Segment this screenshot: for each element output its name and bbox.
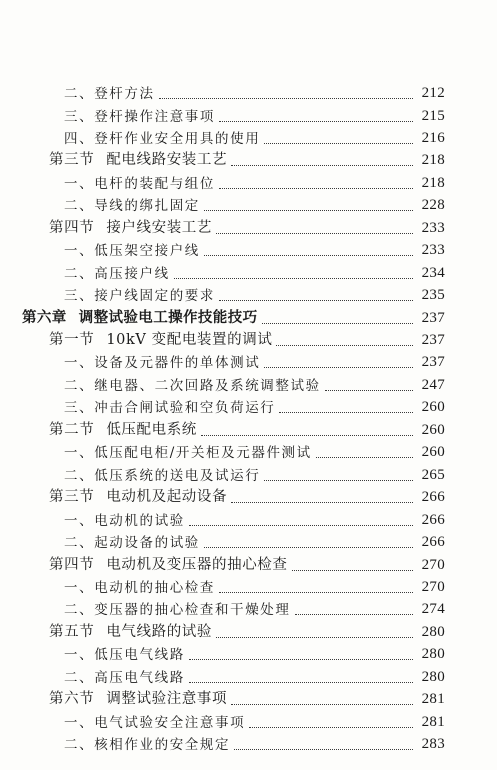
- dot-leader: [189, 525, 413, 526]
- toc-entry-label: [64, 262, 170, 282]
- toc-page-number: 237: [421, 309, 445, 326]
- toc-entry-item: [0, 83, 497, 105]
- toc-entry-label: [64, 105, 215, 125]
- toc-entry-title: 电动机及变压器的抽心检查: [106, 556, 288, 573]
- dot-leader: [231, 165, 413, 166]
- toc-entry-item: [0, 734, 497, 756]
- toc-entry-label: [49, 148, 227, 169]
- dot-leader: [234, 749, 413, 750]
- toc-entry-label: [49, 687, 227, 708]
- toc-entry-section: [0, 420, 497, 442]
- toc-entry-title: 一、电气试验安全注意事项: [64, 714, 246, 731]
- toc-page-number: 247: [421, 376, 445, 393]
- toc-entry-title: 一、低压配电柜/开关柜及元器件测试: [64, 445, 312, 462]
- toc-page-number: 280: [421, 623, 445, 640]
- toc-entry-item: [0, 352, 497, 374]
- dot-leader: [316, 457, 413, 458]
- toc-entry-title: 三、登杆操作注意事项: [64, 108, 215, 125]
- toc-entry-section: [0, 150, 497, 172]
- toc-entry-section: [0, 218, 497, 240]
- toc-entry-section: [0, 555, 497, 577]
- toc-entry-label: [49, 485, 227, 506]
- toc-entry-label: [64, 284, 215, 304]
- toc-page-number: 266: [421, 489, 445, 506]
- toc-entry-label: [22, 306, 258, 327]
- toc-entry-label: [64, 666, 185, 686]
- dot-leader: [292, 570, 413, 571]
- toc-entry-item: [0, 442, 497, 464]
- toc-page-number: 265: [421, 466, 445, 483]
- dot-leader: [262, 323, 413, 324]
- toc-entry-item: [0, 397, 497, 419]
- toc-page-number: 234: [421, 264, 445, 281]
- toc-entry-item: [0, 128, 497, 150]
- section-number: 第六节: [49, 691, 95, 708]
- section-number: 第二节: [49, 421, 95, 438]
- toc-entry-label: [64, 396, 275, 416]
- toc-entry-label: [64, 509, 185, 529]
- toc-entry-title: 二、变压器的抽心检查和干燥处理: [64, 602, 291, 619]
- toc-entry-label: [64, 464, 260, 484]
- toc-entry-label: [64, 598, 291, 618]
- toc-page-number: 237: [421, 331, 445, 348]
- toc-entry-label: [64, 711, 245, 731]
- toc-entry-section: [0, 330, 497, 352]
- toc-entry-item: [0, 532, 497, 554]
- toc-entry-title: 二、高压接户线: [64, 265, 170, 282]
- toc-page-number: 237: [421, 354, 445, 371]
- toc-entry-title: 一、电动机的抽心检查: [64, 579, 215, 596]
- toc-entry-item: [0, 240, 497, 262]
- toc-entry-title: 接户线安装工艺: [106, 219, 213, 236]
- toc-entry-item: [0, 375, 497, 397]
- toc-entry-title: 电动机及起动设备: [106, 489, 228, 506]
- toc-page-number: 233: [421, 219, 445, 236]
- toc-entry-item: [0, 667, 497, 689]
- toc-entry-label: [64, 576, 215, 596]
- toc-entry-chapter: [0, 308, 497, 330]
- toc-entry-label: [64, 82, 155, 102]
- toc-entry-label: [64, 733, 230, 753]
- toc-entry-title: 电气线路的试验: [106, 623, 213, 640]
- section-number: 第五节: [49, 623, 95, 640]
- dot-leader: [216, 233, 413, 234]
- toc-entry-label: [64, 239, 200, 259]
- dot-leader: [174, 278, 413, 279]
- toc-entry-label: [49, 418, 197, 439]
- dot-leader: [264, 143, 413, 144]
- toc-page-number: 228: [421, 197, 445, 214]
- toc-entry-item: [0, 195, 497, 217]
- toc-entry-item: [0, 106, 497, 128]
- toc-entry-label: [64, 127, 260, 147]
- toc-page-number: 260: [421, 444, 445, 461]
- toc-entry-label: [49, 328, 272, 349]
- toc-entry-label: [64, 643, 185, 663]
- toc-entry-title: 10kV 变配电装置的调试: [106, 331, 273, 348]
- section-number: 第三节: [49, 152, 95, 169]
- toc-entry-label: [64, 441, 312, 461]
- dot-leader: [159, 98, 413, 99]
- toc-entry-title: 二、继电器、二次回路及系统调整试验: [64, 377, 321, 394]
- section-number: 第四节: [49, 219, 95, 236]
- toc-entry-title: 四、登杆作业安全用具的使用: [64, 130, 261, 147]
- toc-page-number: 216: [421, 129, 445, 146]
- toc-entry-item: [0, 285, 497, 307]
- toc-entry-item: [0, 712, 497, 734]
- chapter-number: 第六章: [22, 308, 67, 326]
- dot-leader: [279, 412, 413, 413]
- toc-page-number: 266: [421, 534, 445, 550]
- dot-leader: [189, 682, 413, 683]
- dot-leader: [231, 704, 413, 705]
- dot-leader: [249, 727, 413, 728]
- toc-page-number: 218: [421, 174, 445, 191]
- toc-entry-item: [0, 577, 497, 599]
- toc-page-number: 270: [421, 556, 445, 573]
- toc-entry-label: [64, 531, 200, 551]
- dot-leader: [204, 547, 413, 548]
- toc-entry-section: [0, 622, 497, 644]
- toc-entry-title: 一、设备及元器件的单体测试: [64, 355, 261, 372]
- toc-page-number: 212: [421, 85, 445, 101]
- dot-leader: [189, 659, 413, 660]
- toc-entry-title: 低压配电系统: [106, 421, 197, 438]
- toc-entry-title: 配电线路安装工艺: [106, 152, 228, 169]
- toc-page-number: 266: [421, 511, 445, 528]
- toc-page-number: 235: [421, 287, 445, 303]
- section-number: 第一节: [49, 331, 95, 348]
- toc-page-number: 281: [421, 713, 445, 730]
- toc-page-number: 215: [421, 107, 445, 124]
- toc-entry-title: 二、登杆方法: [64, 86, 155, 102]
- toc-entry-label: [49, 553, 288, 574]
- toc-entry-title: 调整试验电工操作技能技巧: [78, 308, 258, 326]
- toc-entry-item: [0, 173, 497, 195]
- dot-leader: [219, 300, 413, 301]
- toc-page-number: 280: [421, 668, 445, 685]
- toc-page-number: 270: [421, 578, 445, 595]
- toc-entry-title: 二、起动设备的试验: [64, 535, 200, 551]
- section-number: 第三节: [49, 489, 95, 506]
- toc-entry-item: [0, 510, 497, 532]
- toc-entry-item: [0, 465, 497, 487]
- toc-entry-label: [64, 172, 215, 192]
- toc-page-number: 280: [421, 646, 445, 663]
- toc-entry-section: [0, 689, 497, 711]
- toc-entry-section: [0, 487, 497, 509]
- toc-entry-title: 一、低压架空接户线: [64, 243, 200, 260]
- dot-leader: [264, 480, 413, 481]
- dot-leader: [219, 121, 413, 122]
- dot-leader: [219, 592, 413, 593]
- toc-entry-title: 一、电杆的装配与组位: [64, 175, 215, 192]
- dot-leader: [325, 390, 413, 391]
- toc-entry-title: 调整试验注意事项: [106, 691, 228, 708]
- toc-entry-label: [49, 216, 212, 237]
- toc-entry-title: 三、接户线固定的要求: [64, 288, 215, 304]
- toc-page-number: 274: [421, 601, 445, 618]
- dot-leader: [295, 614, 413, 615]
- toc-page-number: 218: [421, 152, 445, 169]
- dot-leader: [204, 255, 413, 256]
- dot-leader: [201, 435, 413, 436]
- section-number: 第四节: [49, 556, 95, 573]
- toc-entry-title: 二、核相作业的安全规定: [64, 737, 231, 753]
- dot-leader: [264, 367, 413, 368]
- dot-leader: [276, 345, 413, 346]
- toc-entry-item: [0, 599, 497, 621]
- toc-page-number: 233: [421, 242, 445, 259]
- toc-entry-title: 一、电动机的试验: [64, 512, 185, 529]
- toc-page-number: 260: [421, 399, 445, 416]
- toc-entry-item: [0, 644, 497, 666]
- toc-entry-label: [49, 620, 212, 641]
- toc-entry-title: 一、低压电气线路: [64, 647, 185, 664]
- dot-leader: [231, 502, 413, 503]
- toc-entry-label: [64, 194, 200, 214]
- toc-entry-title: 二、高压电气线路: [64, 669, 185, 686]
- toc-entry-title: 三、冲击合闸试验和空负荷运行: [64, 400, 276, 417]
- toc-entry-title: 二、导线的绑扎固定: [64, 198, 200, 215]
- dot-leader: [216, 637, 413, 638]
- dot-leader: [204, 210, 413, 211]
- toc-entry-item: [0, 263, 497, 285]
- toc-entry-label: [64, 374, 321, 394]
- dot-leader: [219, 188, 413, 189]
- toc-page-number: 260: [421, 421, 445, 438]
- toc-entry-title: 二、低压系统的送电及试运行: [64, 467, 261, 484]
- toc-entry-label: [64, 351, 260, 371]
- toc-page-number: 283: [421, 736, 445, 752]
- toc-page-number: 281: [421, 691, 445, 708]
